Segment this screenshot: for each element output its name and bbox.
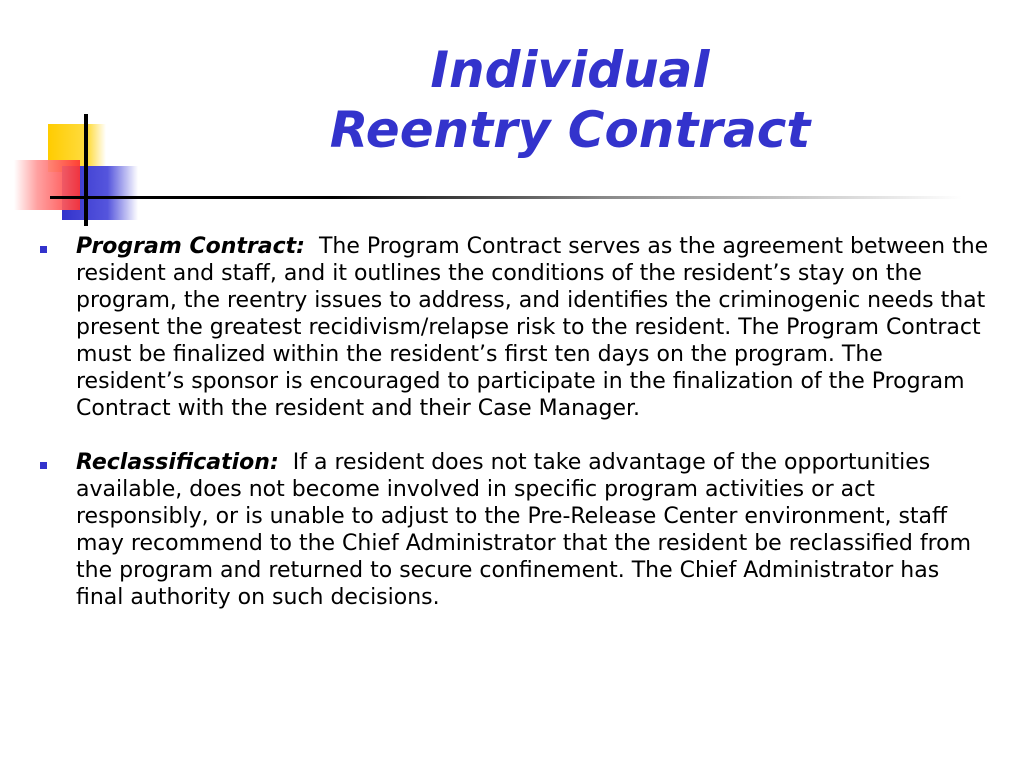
bullet-body: The Program Contract serves as the agreement between the resident and staff, and it outlines the conditions of the resident’s stay on the program, the reentry issues to address, and identifies the criminogenic needs that present the greatest recidivism/relapse risk to the resident. The Program Contract must be finalized within the resident’s first ten days on the program. The resident’s sponsor is encouraged to participate in the finalization of the Program Contract with the resident and their Case Manager. <box>76 234 989 421</box>
slide-title <box>290 40 850 160</box>
title-line-1: Individual <box>430 41 710 99</box>
bullet-item-reclassification <box>36 449 991 611</box>
vertical-bar <box>84 114 88 226</box>
bullet-item-program-contract <box>36 233 991 422</box>
bullet-list <box>36 233 991 638</box>
bullet-marker-icon <box>40 246 47 253</box>
title-divider <box>62 196 962 199</box>
title-line-2: Reentry Contract <box>329 101 811 159</box>
bullet-body: If a resident does not take advantage of the opportunities available, does not become involved in specific program activities or act responsibly, or is unable to adjust to the Pre-Release Center environment, staff may recommend to the Chief Administrator that the resident be reclassified from the program and returned to secure confinement. The Chief Administrator has final authority on such decisions. <box>76 450 972 610</box>
red-square <box>14 160 80 210</box>
corner-squares-logo <box>0 0 160 240</box>
bullet-marker-icon <box>40 462 47 469</box>
bullet-heading: Program Contract: <box>76 234 305 259</box>
bullet-heading: Reclassification: <box>76 450 279 475</box>
